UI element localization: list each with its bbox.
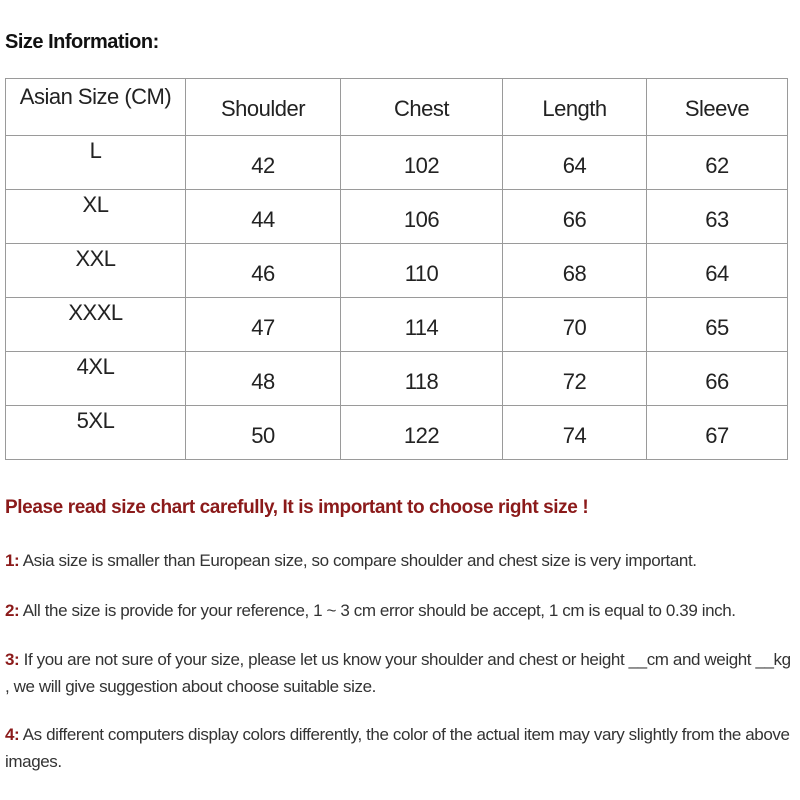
note-text: All the size is provide for your reference, 1 ~ 3 cm error should be accept, 1 cm is equal to 0.39 inch.	[19, 601, 736, 620]
size-cell: XL	[6, 190, 186, 244]
length-cell: 68	[503, 244, 647, 298]
note-item	[5, 547, 797, 574]
table-row	[6, 406, 788, 460]
note-text: As different computers display colors differently, the color of the actual item may vary slightly from the above images.	[5, 725, 790, 771]
sleeve-cell: 64	[647, 244, 788, 298]
shoulder-cell: 42	[186, 136, 341, 190]
note-number: 2:	[5, 601, 20, 620]
note-number: 4:	[5, 725, 20, 744]
chest-cell: 118	[341, 352, 503, 406]
note-item	[5, 721, 797, 775]
table-row	[6, 190, 788, 244]
shoulder-cell: 47	[186, 298, 341, 352]
sleeve-cell: 62	[647, 136, 788, 190]
header-chest: Chest	[341, 79, 503, 136]
chest-cell: 122	[341, 406, 503, 460]
table-row	[6, 136, 788, 190]
size-cell: 5XL	[6, 406, 186, 460]
length-cell: 64	[503, 136, 647, 190]
table-row	[6, 352, 788, 406]
size-warning: Please read size chart carefully, It is important to choose right size !	[5, 497, 589, 518]
size-cell: XXL	[6, 244, 186, 298]
table-row	[6, 298, 788, 352]
note-text: If you are not sure of your size, please let us know your shoulder and chest or height __cm and weight __kg , we will give suggestion about choose suitable size.	[5, 650, 791, 696]
note-item	[5, 597, 797, 624]
chest-cell: 110	[341, 244, 503, 298]
chest-cell: 114	[341, 298, 503, 352]
note-item	[5, 646, 797, 700]
header-length: Length	[503, 79, 647, 136]
table-row	[6, 244, 788, 298]
sleeve-cell: 67	[647, 406, 788, 460]
size-table	[5, 78, 788, 460]
chest-cell: 106	[341, 190, 503, 244]
note-number: 1:	[5, 551, 20, 570]
length-cell: 66	[503, 190, 647, 244]
header-sleeve: Sleeve	[647, 79, 788, 136]
size-cell: L	[6, 136, 186, 190]
chest-cell: 102	[341, 136, 503, 190]
length-cell: 72	[503, 352, 647, 406]
sleeve-cell: 65	[647, 298, 788, 352]
length-cell: 70	[503, 298, 647, 352]
page-title: Size Information:	[5, 31, 159, 53]
size-cell: XXXL	[6, 298, 186, 352]
sleeve-cell: 63	[647, 190, 788, 244]
note-number: 3:	[5, 650, 20, 669]
length-cell: 74	[503, 406, 647, 460]
header-shoulder: Shoulder	[186, 79, 341, 136]
shoulder-cell: 44	[186, 190, 341, 244]
header-asian-size: Asian Size (CM)	[6, 79, 186, 136]
note-text: Asia size is smaller than European size, so compare shoulder and chest size is very important.	[19, 551, 697, 570]
size-cell: 4XL	[6, 352, 186, 406]
shoulder-cell: 48	[186, 352, 341, 406]
table-header-row	[6, 79, 788, 136]
shoulder-cell: 46	[186, 244, 341, 298]
sleeve-cell: 66	[647, 352, 788, 406]
shoulder-cell: 50	[186, 406, 341, 460]
